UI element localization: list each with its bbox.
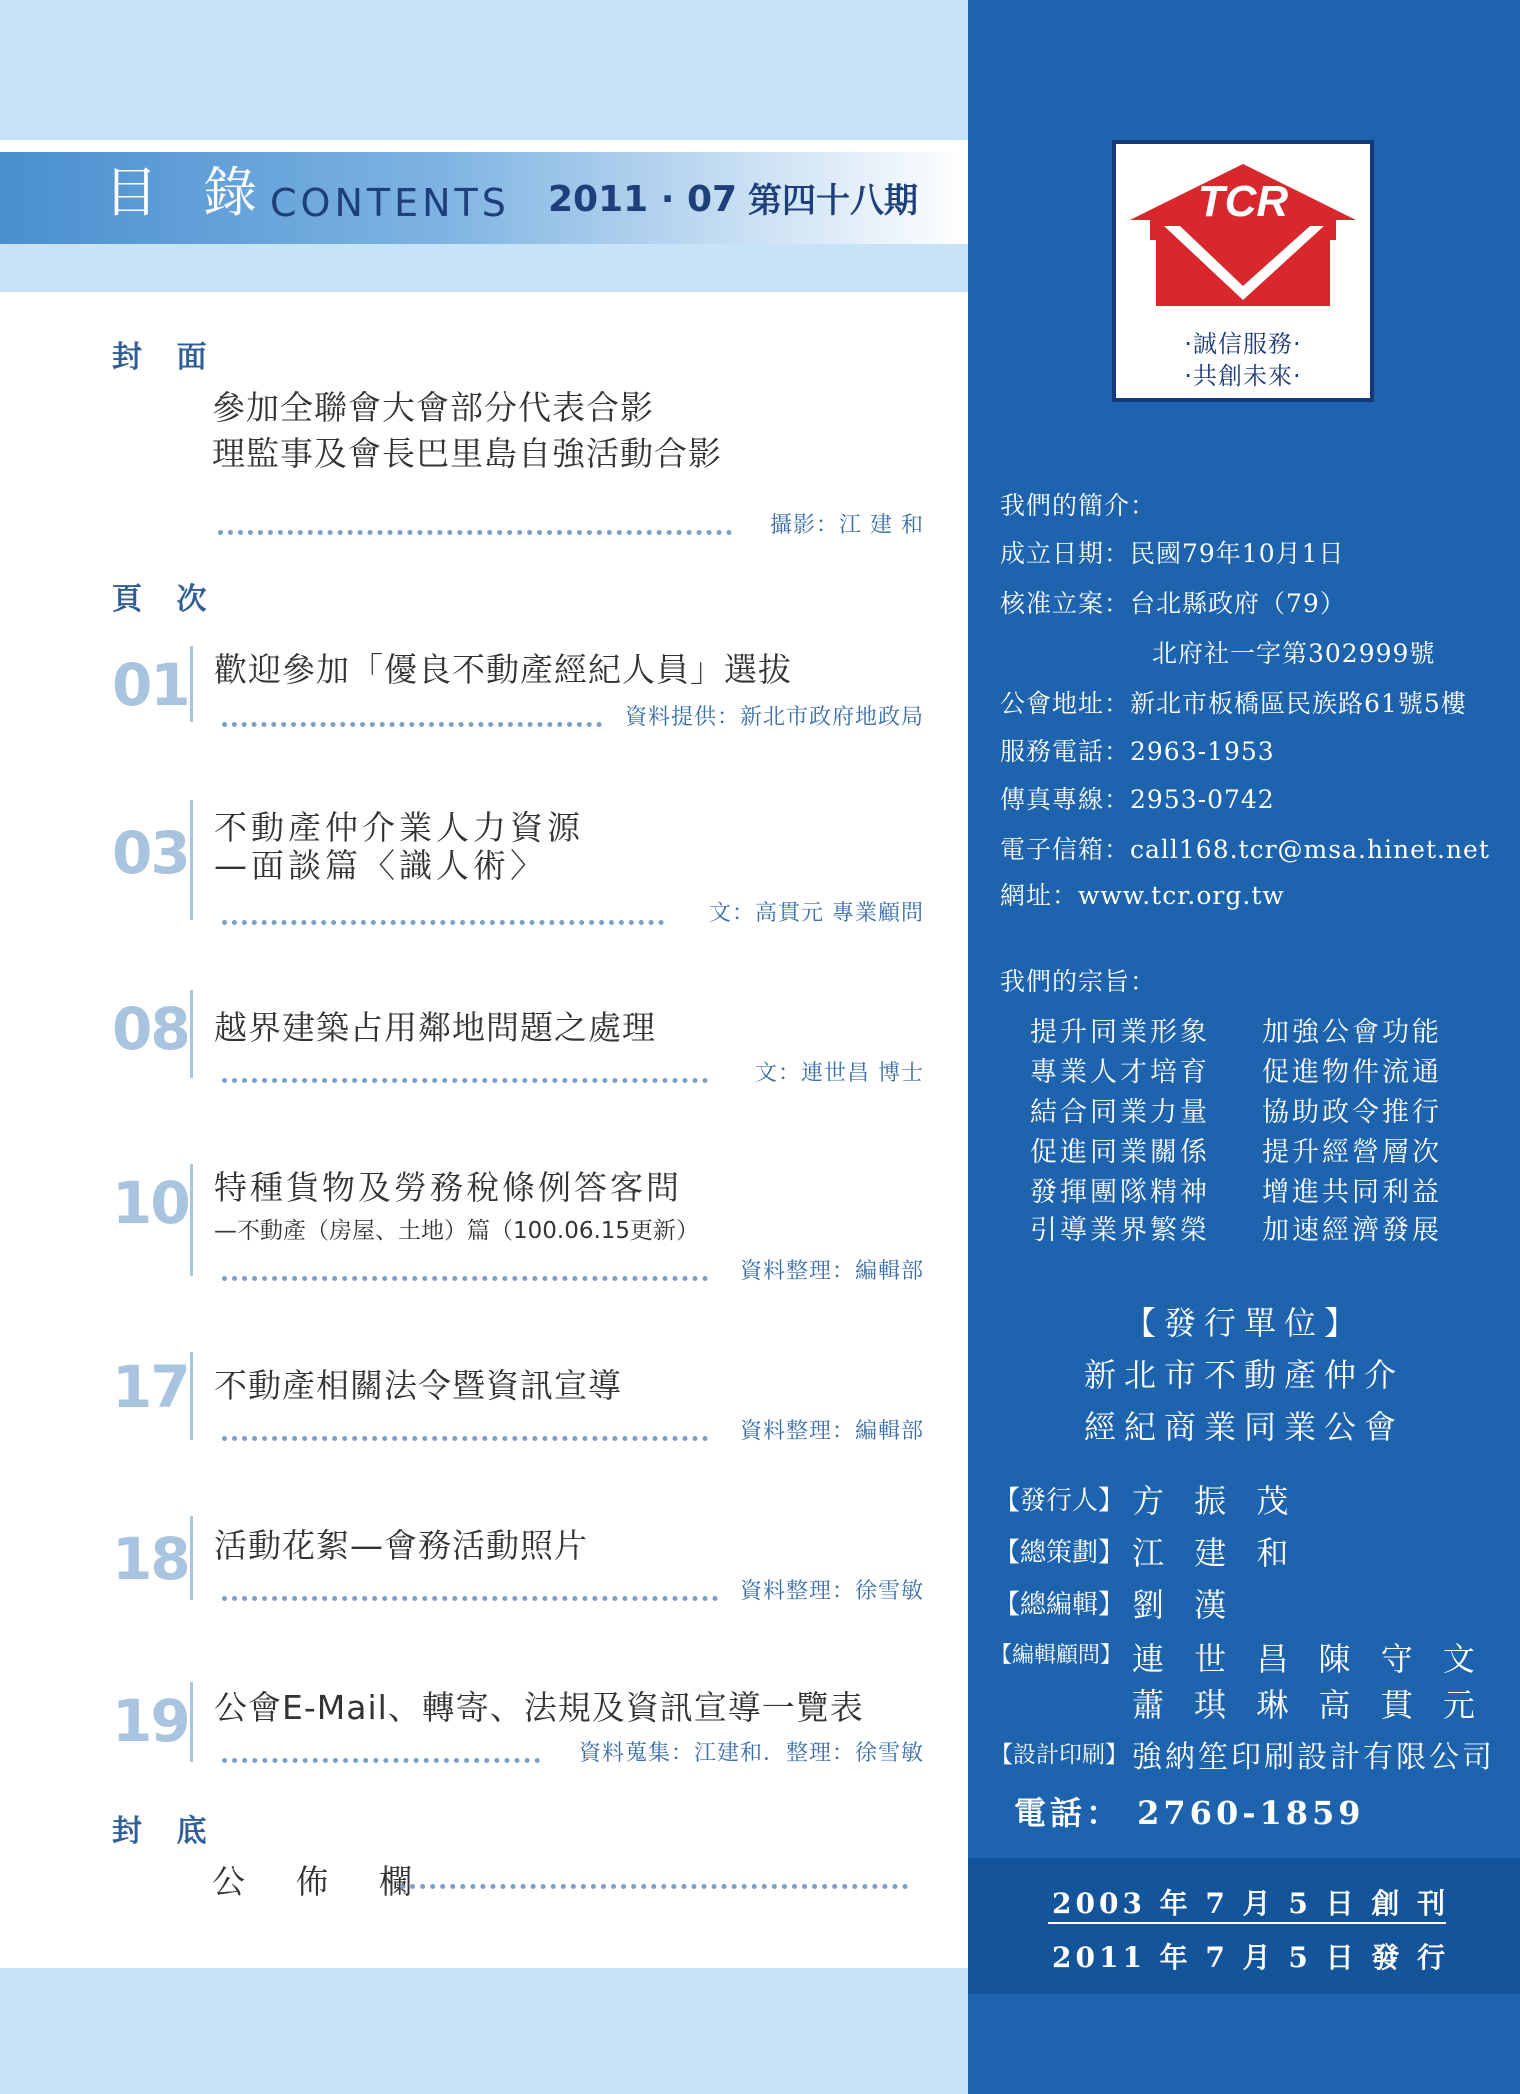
dot-leader (222, 1758, 540, 1763)
entry-bar (190, 800, 193, 920)
purpose-row-5a: 發揮團隊精神 (1030, 1177, 1210, 1208)
header-lower-band (0, 244, 968, 292)
staff-value-advisor-2: 蕭 琪 琳 高 貫 元 (1132, 1686, 1485, 1724)
about-founded: 成立日期：民國79年10月1日 (1000, 539, 1345, 568)
staff-value-printing: 強納笙印刷設計有限公司 (1132, 1740, 1495, 1775)
entry-credit: 資料蒐集：江建和．整理：徐雪敏 (578, 1741, 924, 1766)
entry-title: 活動花絮—會務活動照片 (214, 1526, 588, 1565)
purpose-row-2a: 專業人才培育 (1030, 1057, 1210, 1088)
entry-credit: 文：高貫元 專業顧問 (709, 901, 924, 926)
publisher-name-1: 新北市不動產仲介 (1083, 1356, 1404, 1394)
top-band (0, 0, 968, 140)
staff-key-publisher: 【發行人】 (994, 1486, 1125, 1516)
entry-title: 公會E-Mail、轉寄、法規及資訊宣導一覽表 (214, 1688, 864, 1727)
page-number: 08 (112, 995, 189, 1063)
page-number: 18 (112, 1525, 189, 1593)
entry-title: 越界建築占用鄰地問題之處理 (214, 1008, 656, 1047)
page-number: 17 (112, 1353, 189, 1421)
staff-value-advisor-1: 連 世 昌 陳 守 文 (1132, 1640, 1485, 1678)
purpose-row-4b: 提升經營層次 (1262, 1137, 1442, 1168)
publisher-heading: 【發行單位】 (1123, 1304, 1364, 1342)
purpose-row-1b: 加強公會功能 (1262, 1017, 1442, 1048)
dot-leader (222, 1436, 708, 1441)
print-phone: 電話： 2760-1859 (1014, 1794, 1365, 1832)
staff-value-editor: 劉 漢 (1132, 1586, 1237, 1624)
entry-credit: 資料整理：徐雪敏 (739, 1579, 924, 1604)
about-registration-no: 北府社一字第302999號 (1152, 639, 1436, 668)
contents-title-zh: 目 錄 (104, 161, 272, 224)
purpose-row-6a: 引導業界繁榮 (1030, 1215, 1210, 1246)
entry-subtitle: —不動產（房屋、土地）篇（100.06.15更新） (214, 1218, 700, 1244)
entry-bar (190, 1516, 193, 1600)
page-number: 01 (112, 651, 189, 719)
cover-line-1: 參加全聯會大會部分代表合影 (212, 388, 654, 427)
page-number: 19 (112, 1687, 189, 1755)
purpose-row-5b: 增進共同利益 (1262, 1177, 1442, 1208)
dot-leader (222, 1078, 708, 1083)
back-cover-label: 封 底 (112, 1814, 219, 1849)
page-number: 10 (112, 1169, 189, 1237)
about-fax: 傳真專線：2953-0742 (1000, 785, 1275, 814)
about-heading: 我們的簡介： (1000, 491, 1157, 520)
contents-title-en: CONTENTS (270, 181, 510, 225)
dot-leader (222, 1276, 708, 1281)
staff-value-publisher: 方 振 茂 (1132, 1482, 1299, 1520)
founded-date: 2003 年 7 月 5 日 創 刊 (1052, 1887, 1450, 1920)
entry-credit: 資料提供：新北市政府地政局 (624, 705, 924, 730)
cover-label: 封 面 (112, 340, 219, 375)
about-phone: 服務電話：2963-1953 (1000, 737, 1275, 766)
purpose-row-3b: 協助政令推行 (1262, 1097, 1442, 1128)
issue-date: 2011 · 07 (548, 179, 738, 220)
entry-title: 不動產相關法令暨資訊宣導 (214, 1366, 622, 1405)
purpose-row-6b: 加速經濟發展 (1262, 1215, 1442, 1246)
entry-bar (190, 1352, 193, 1440)
entry-bar (190, 1682, 193, 1762)
staff-value-planner: 江 建 和 (1132, 1534, 1299, 1572)
staff-key-editor: 【總編輯】 (994, 1590, 1125, 1620)
purpose-row-1a: 提升同業形象 (1030, 1017, 1210, 1048)
dot-leader (222, 920, 664, 925)
entry-bar (190, 646, 193, 722)
page-number: 03 (112, 819, 189, 887)
purpose-row-4a: 促進同業關係 (1030, 1137, 1210, 1168)
entry-title: 歡迎參加「優良不動產經紀人員」選拔 (214, 650, 792, 689)
dot-leader (222, 1596, 718, 1601)
entry-credit: 資料整理：編輯部 (739, 1419, 924, 1444)
entry-bar (190, 1164, 193, 1276)
published-date: 2011 年 7 月 5 日 發 行 (1052, 1941, 1450, 1974)
staff-key-advisor: 【編輯顧問】 (990, 1643, 1123, 1668)
about-address: 公會地址：新北市板橋區民族路61號5樓 (1000, 689, 1467, 718)
pages-label: 頁 次 (112, 582, 219, 617)
bulletin-title: 公 佈 欄 (212, 1862, 432, 1901)
cover-credit: 攝影：江 建 和 (770, 513, 924, 538)
entry-bar (190, 990, 193, 1078)
entry-credit: 資料整理：編輯部 (739, 1259, 924, 1284)
entry-title: 特種貨物及勞務稅條例答客問 (214, 1168, 682, 1207)
slogan-line-1: ·誠信服務· (1184, 330, 1302, 358)
dot-leader (400, 1884, 908, 1889)
tcr-emblem (1124, 158, 1362, 318)
logo-text: TCR (1197, 177, 1289, 226)
entry-subtitle: —面談篇〈識人術〉 (214, 846, 547, 885)
staff-key-planner: 【總策劃】 (994, 1538, 1125, 1568)
about-website[interactable]: 網址：www.tcr.org.tw (1000, 881, 1285, 910)
dot-leader (218, 530, 732, 535)
purpose-heading: 我們的宗旨： (1000, 967, 1157, 996)
purpose-row-3a: 結合同業力量 (1030, 1097, 1210, 1128)
cover-line-2: 理監事及會長巴里島自強活動合影 (212, 434, 722, 473)
entry-credit: 文：連世昌 博士 (755, 1061, 924, 1086)
slogan-line-2: ·共創未來· (1184, 362, 1302, 390)
issue-number: 第四十八期 (748, 181, 918, 221)
entry-title: 不動產仲介業人力資源 (214, 808, 584, 847)
staff-key-printing: 【設計印刷】 (990, 1742, 1128, 1768)
bottom-band (0, 1968, 968, 2094)
footer-divider (1048, 1922, 1446, 1924)
about-email[interactable]: 電子信箱：call168.tcr@msa.hinet.net (1000, 835, 1490, 864)
purpose-row-2b: 促進物件流通 (1262, 1057, 1442, 1088)
publisher-name-2: 經紀商業同業公會 (1083, 1408, 1404, 1446)
about-registration: 核准立案：台北縣政府（79） (1000, 589, 1346, 618)
tcr-logo (1112, 140, 1374, 402)
dot-leader (222, 722, 602, 727)
